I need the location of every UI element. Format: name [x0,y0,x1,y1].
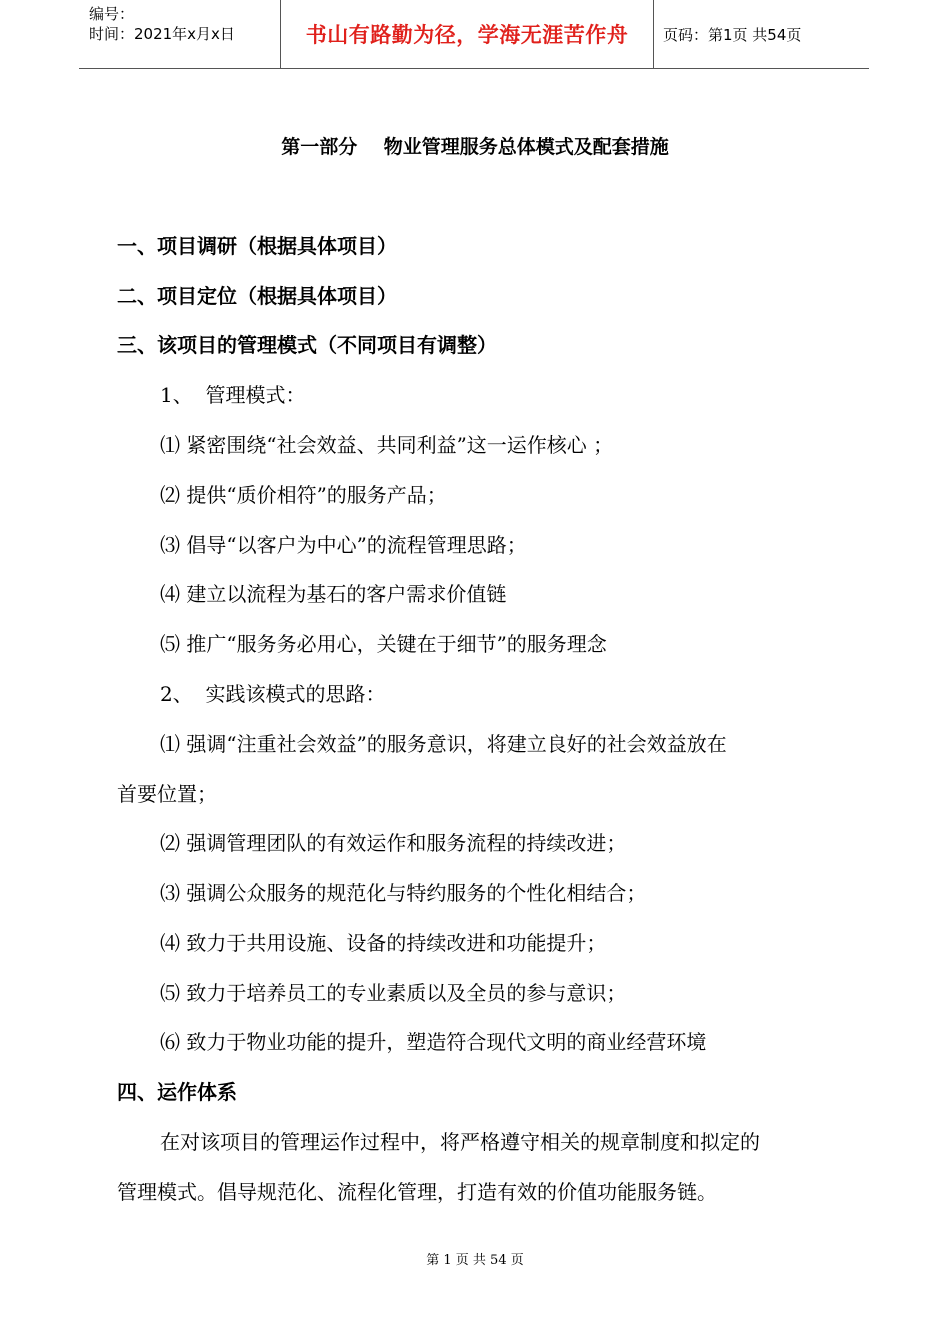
practice-item: ⑹ 致力于物业功能的提升，塑造符合现代文明的商业经营环境 [160,1030,707,1054]
section-heading-positioning: 二、项目定位（根据具体项目） [117,284,397,308]
paragraph-line: 在对该项目的管理运作过程中，将严格遵守相关的规章制度和拟定的 [160,1130,760,1154]
practice-item: ⑸ 致力于培养员工的专业素质以及全员的参与意识； [160,981,627,1005]
number-label: 编号： [89,5,135,23]
mode-item: ⑶ 倡导“以客户为中心”的流程管理思路； [160,533,527,557]
mode-item: ⑷ 建立以流程为基石的客户需求价值链 [160,582,507,606]
subheading-practice: 2、 实践该模式的思路： [160,682,386,706]
document-title: 第一部分 物业管理服务总体模式及配套措施 [281,136,669,158]
subheading-mode: 1、 管理模式： [160,383,306,407]
header-page-info: 页码：第1页 共54页 [663,25,802,44]
page-footer: 第 1 页 共 54 页 [426,1253,524,1268]
practice-item: ⑴ 强调“注重社会效益”的服务意识，将建立良好的社会效益放在 [160,732,727,756]
practice-item: ⑶ 强调公众服务的规范化与特约服务的个性化相结合； [160,881,647,905]
section-heading-management-mode: 三、该项目的管理模式（不同项目有调整） [117,333,497,357]
header-motto: 书山有路勤为径，学海无涯苦作舟 [280,0,654,68]
mode-item: ⑴ 紧密围绕“社会效益、共同利益”这一运作核心 ； [160,433,614,457]
section-heading-operation-system: 四、运作体系 [117,1080,237,1104]
date-label: 时间：2021年x月x日 [89,25,235,43]
mode-item: ⑵ 提供“质价相符”的服务产品； [160,483,447,507]
practice-item: ⑵ 强调管理团队的有效运作和服务流程的持续改进； [160,831,627,855]
page-header [79,0,869,69]
section-heading-research: 一、项目调研（根据具体项目） [117,234,397,258]
practice-item-continuation: 首要位置； [117,782,217,806]
header-meta [79,0,280,68]
mode-item: ⑸ 推广“服务务必用心，关键在于细节”的服务理念 [160,632,607,656]
practice-item: ⑷ 致力于共用设施、设备的持续改进和功能提升； [160,931,607,955]
paragraph-line: 管理模式。倡导规范化、流程化管理，打造有效的价值功能服务链。 [117,1180,717,1204]
